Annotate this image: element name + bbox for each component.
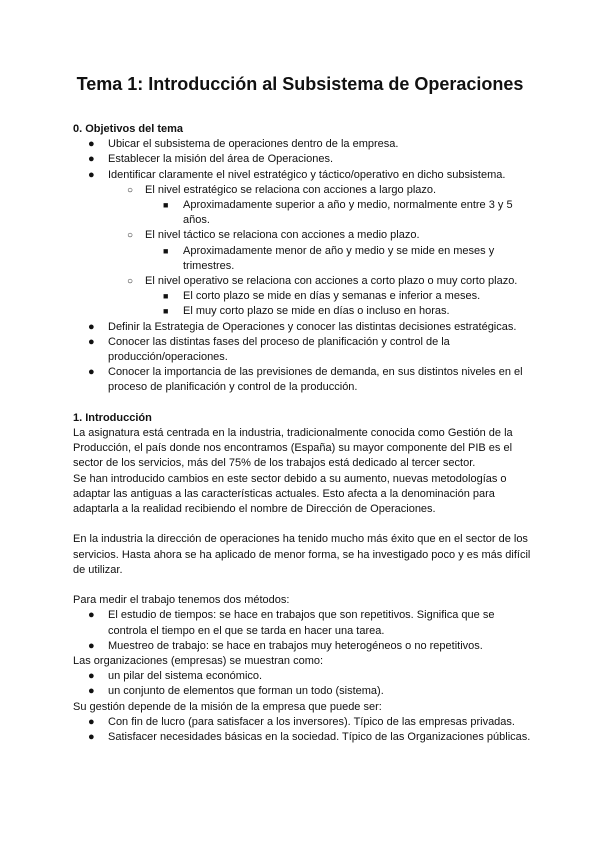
bullet-disc-icon: ● [88, 320, 95, 333]
list-item: ● un conjunto de elementos que forman un todo (sistema). [73, 684, 533, 699]
list-item: ● Definir la Estrategia de Operaciones y conocer las distintas decisiones estratégicas. [73, 320, 533, 335]
list-item: ○ El nivel táctico se relaciona con acciones a medio plazo. [73, 228, 533, 243]
paragraph: Las organizaciones (empresas) se muestran como: [73, 655, 324, 668]
bullet-disc-icon: ● [88, 335, 95, 348]
paragraph: La asignatura está centrada en la industria, tradicionalmente conocida como Gestión de la Producción, el país donde nos encontramos (España) su mayor componente del PIB es el sector de los servicios, más del 75% de los trabajos está dedicado al tercer sector. [73, 427, 513, 470]
spacer [73, 517, 533, 532]
bullet-square-icon: ■ [163, 291, 169, 302]
list-item: ● Con fin de lucro (para satisfacer a los inversores). Típico de las empresas privadas. [73, 715, 533, 730]
list-item: ○ El nivel operativo se relaciona con acciones a corto plazo o muy corto plazo. [73, 274, 533, 289]
page-title: Tema 1: Introducción al Subsistema de Operaciones [76, 74, 524, 94]
list-item: ● Conocer las distintas fases del proceso de planificación y control de la producción/operaciones. [88, 335, 450, 364]
bullet-square-icon: ■ [163, 200, 169, 211]
list-item: ○ El nivel estratégico se relaciona con acciones a largo plazo. [73, 183, 533, 198]
list-item: ■ El muy corto plazo se mide en días o incluso en horas. [73, 304, 533, 319]
spacer [73, 396, 533, 411]
list-item: ■ Aproximadamente menor de año y medio y se mide en meses y trimestres. [163, 244, 495, 272]
list-item: ● Satisfacer necesidades básicas en la sociedad. Típico de las Organizaciones públicas. [73, 730, 533, 745]
bullet-disc-icon: ● [88, 685, 95, 698]
spacer [73, 578, 533, 593]
paragraph: Su gestión depende de la misión de la empresa que puede ser: [73, 700, 382, 713]
section-heading-introduccion: 1. Introducción [73, 411, 152, 424]
bullet-disc-icon: ● [88, 670, 95, 683]
list-item: ● un pilar del sistema económico. [73, 669, 533, 684]
bullet-disc-icon: ● [88, 366, 95, 379]
document-body [73, 122, 533, 745]
list-item: ● Identificar claramente el nivel estratégico y táctico/operativo en dicho subsistema. [73, 168, 533, 183]
bullet-disc-icon: ● [88, 639, 95, 652]
list-item: ● El estudio de tiempos: se hace en trabajos que son repetitivos. Significa que se controla el tiempo en el que se tarda en hacer una tarea. [88, 609, 495, 637]
list-item: ● Muestreo de trabajo: se hace en trabajos muy heterogéneos o no repetitivos. [73, 639, 533, 654]
bullet-disc-icon: ● [88, 715, 95, 728]
bullet-square-icon: ■ [163, 306, 169, 317]
bullet-circle-icon: ○ [127, 184, 134, 196]
paragraph: Se han introducido cambios en este sector debido a su aumento, nuevas metodologías o adaptar las antiguas a las características actuales. Esto afecta a la denominación para adaptarla a la realidad recibiendo el nombre de Dirección de Operaciones. [73, 472, 507, 516]
bullet-disc-icon: ● [88, 168, 95, 181]
bullet-disc-icon: ● [88, 609, 95, 622]
bullet-disc-icon: ● [88, 153, 95, 166]
paragraph: Para medir el trabajo tenemos dos métodos: [73, 594, 290, 607]
bullet-disc-icon: ● [88, 731, 95, 744]
list-item: ● Conocer la importancia de las previsiones de demanda, en sus distintos niveles en el proceso de planificación y control de la producción. [88, 366, 523, 394]
list-item: ● Ubicar el subsistema de operaciones dentro de la empresa. [73, 137, 533, 152]
section-heading-objetivos: 0. Objetivos del tema [73, 123, 184, 135]
bullet-circle-icon: ○ [127, 230, 134, 242]
list-item: ■ Aproximadamente superior a año y medio, normalmente entre 3 y 5 años. [163, 199, 513, 227]
bullet-square-icon: ■ [163, 245, 169, 256]
bullet-circle-icon: ○ [127, 276, 134, 288]
list-item: ● Establecer la misión del área de Operaciones. [73, 152, 533, 167]
bullet-disc-icon: ● [88, 138, 95, 151]
list-item: ■ El corto plazo se mide en días y semanas e inferior a meses. [73, 289, 533, 304]
paragraph: En la industria la dirección de operaciones ha tenido mucho más éxito que en el sector de los servicios. Hasta ahora se ha aplicado de menor forma, se ha investigado poco y es más difícil de utilizar. [73, 533, 531, 576]
